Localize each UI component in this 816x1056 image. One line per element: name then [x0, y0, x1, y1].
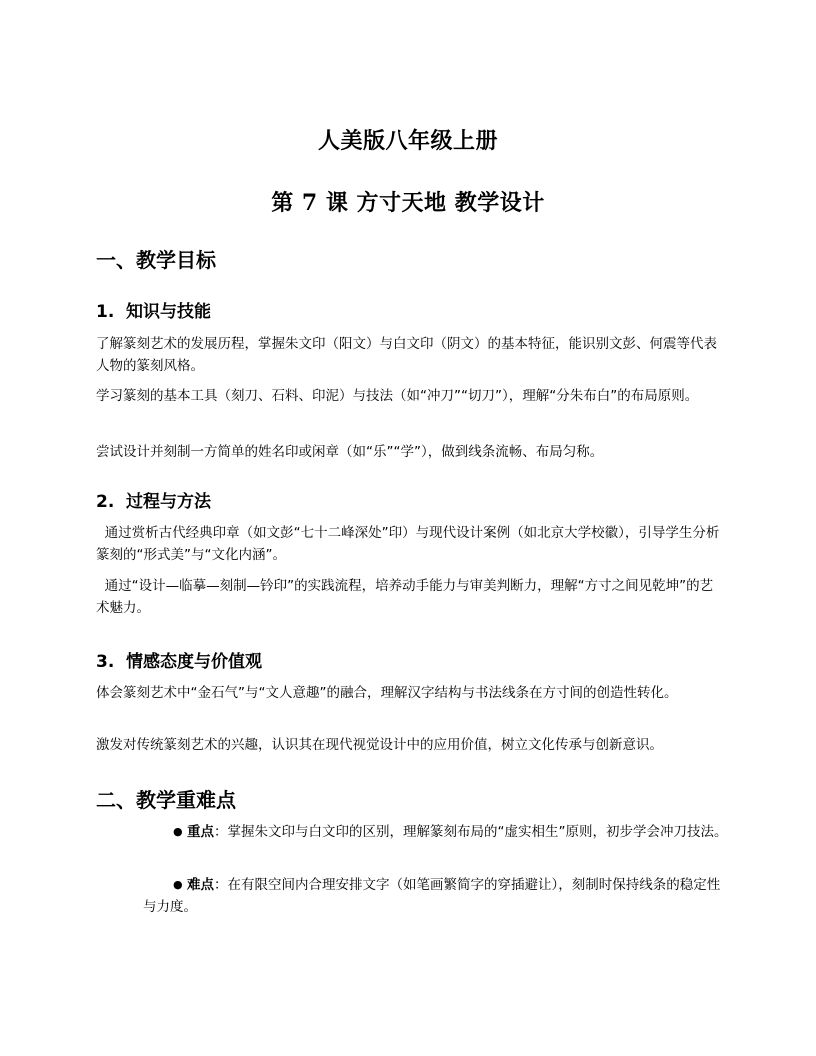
paragraph: 通过“设计—临摹—刻制—钤印”的实践流程，培养动手能力与审美判断力，理解“方寸之间见乾坤”的艺术魅力。: [96, 578, 714, 616]
subsection-heading-attitude: [96, 647, 262, 672]
subsection-title: 情感态度与价值观: [126, 652, 262, 672]
paragraph: 通过赏析古代经典印章（如文彭“七十二峰深处”印）与现代设计案例（如北京大学校徽），引导学生分析篆刻的“形式美”与“文化内涵”。: [96, 525, 720, 563]
document-subtitle: 第 7 课 方寸天地 教学设计: [271, 190, 545, 216]
subsection-number: 3.: [96, 652, 115, 672]
bullet-text: ：掌握朱文印与白文印的区别，理解篆刻布局的“虚实相生”原则，初步学会冲刀技法。: [214, 824, 728, 840]
bullet-item-difficulty: [143, 874, 733, 918]
subsection-heading-process: [96, 487, 211, 512]
bullet-dot-icon: ●: [173, 825, 183, 838]
subsection-number: 1.: [96, 302, 115, 322]
section-heading-objectives: 一、教学目标: [96, 248, 216, 272]
section-heading-key-points: 二、教学重难点: [96, 788, 236, 812]
subsection-number: 2.: [96, 492, 115, 512]
subsection-heading-knowledge: [96, 297, 211, 322]
document-title: 人美版八年级上册: [317, 128, 498, 154]
paragraph: 体会篆刻艺术中“金石气”与“文人意趣”的融合，理解汉字结构与书法线条在方寸间的创造性转化。: [96, 685, 678, 701]
bullet-text: ：在有限空间内合理安排文字（如笔画繁简字的穿插避让），刻制时保持线条的稳定性与力度。: [143, 877, 721, 915]
bullet-label: 重点: [187, 824, 214, 840]
paragraph: 了解篆刻艺术的发展历程，掌握朱文印（阳文）与白文印（阴文）的基本特征，能识别文彭、何震等代表人物的篆刻风格。: [96, 336, 717, 374]
paragraph: 激发对传统篆刻艺术的兴趣，认识其在现代视觉设计中的应用价值，树立文化传承与创新意识。: [96, 737, 663, 753]
paragraph: 尝试设计并刻制一方简单的姓名印或闲章（如“乐”“学”），做到线条流畅、布局匀称。: [96, 444, 604, 460]
bullet-item-key-point: [143, 821, 733, 843]
subsection-title: 知识与技能: [126, 302, 211, 322]
bullet-dot-icon: ●: [173, 878, 183, 891]
paragraph: 学习篆刻的基本工具（刻刀、石料、印泥）与技法（如“冲刀”“切刀”），理解“分朱布白”的布局原则。: [96, 388, 699, 404]
subsection-title: 过程与方法: [126, 492, 211, 512]
bullet-label: 难点: [187, 877, 214, 893]
